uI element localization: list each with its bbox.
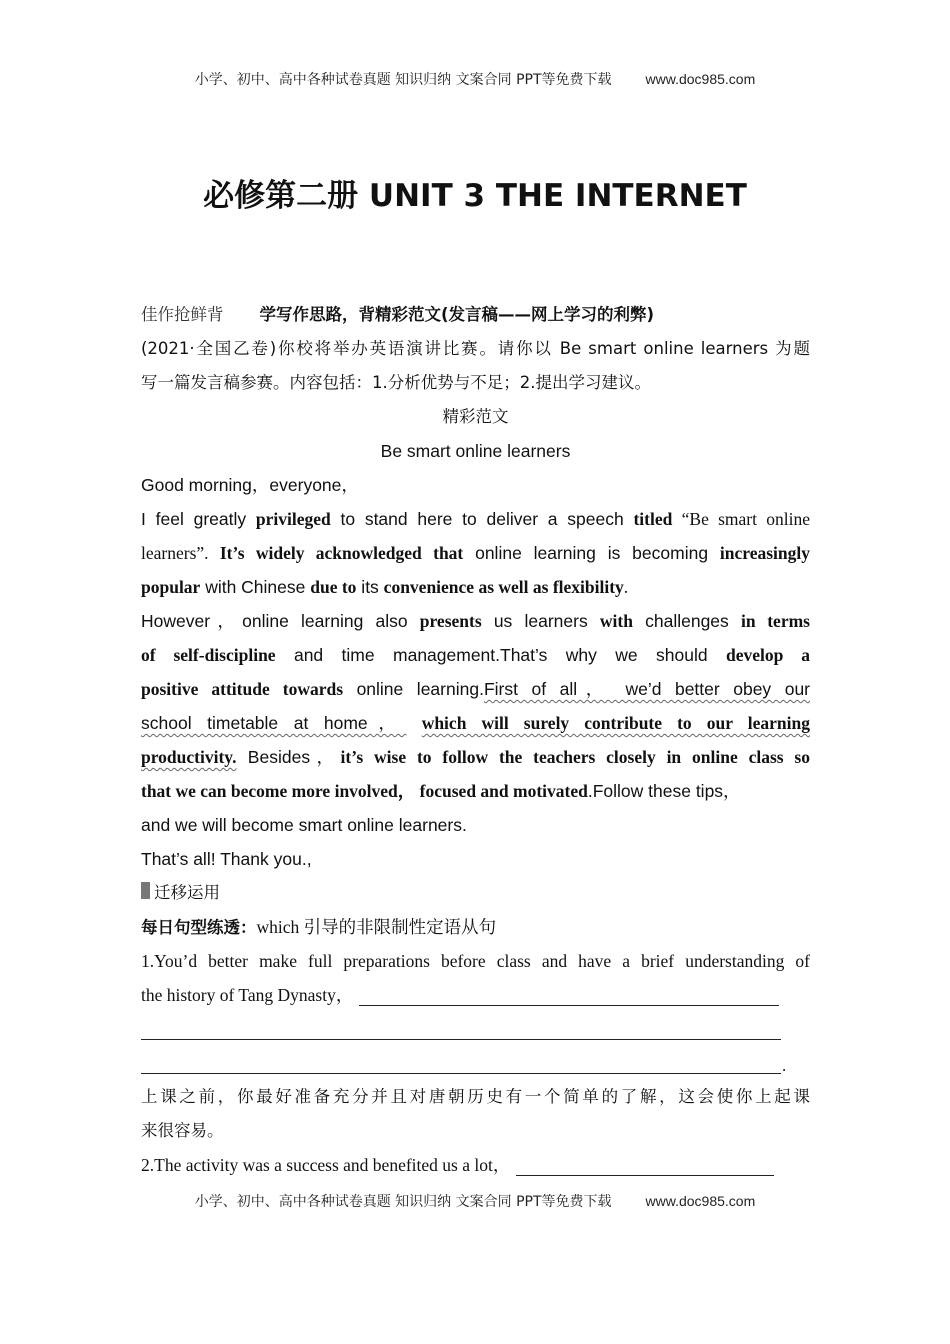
essay-greeting: Good morning，everyone， xyxy=(141,475,359,495)
question-1-line-2: the history of Tang Dynasty， xyxy=(141,978,810,1012)
practice-sub-heading: 每日句型练透：which 引导的非限制性定语从句 xyxy=(141,917,497,937)
page-header xyxy=(0,69,950,89)
section-label: 佳作抢鲜背 xyxy=(141,305,224,324)
practice-heading: 迁移运用 xyxy=(141,876,810,910)
question-1-translation-line-1: 上课之前，你最好准备充分并且对唐朝历史有一个简单的了解，这会使你上起课 xyxy=(141,1087,810,1106)
essay-line: of self-discipline and time management.That’s why we should develop a xyxy=(141,645,810,665)
answer-blank-line[interactable]: . xyxy=(141,1046,810,1080)
essay-closing: That’s all! Thank you., xyxy=(141,849,312,869)
answer-blank[interactable] xyxy=(516,1157,774,1176)
footer-text: 小学、初中、高中各种试卷真题 知识归纳 文案合同 PPT等免费下载 xyxy=(194,1194,612,1210)
section-heading: 学写作思路，背精彩范文(发言稿——网上学习的利弊) xyxy=(259,305,655,324)
task-line-1: (2021·全国乙卷)你校将举办英语演讲比赛。请你以 Be smart online learners 为题 xyxy=(141,339,810,358)
answer-blank[interactable] xyxy=(359,987,779,1006)
essay-line: positive attitude towards online learning.First of all， we’d better obey our xyxy=(141,679,810,699)
essay-line: productivity. Besides，it’s wise to follow the teachers closely in online class so xyxy=(141,747,810,767)
model-essay-label: 精彩范文 xyxy=(442,407,509,426)
essay-line: learners”. It’s widely acknowledged that online learning is becoming increasingly xyxy=(141,543,810,563)
header-text: 小学、初中、高中各种试卷真题 知识归纳 文案合同 PPT等免费下载 xyxy=(194,72,612,88)
question-1-line-1: 1.You’d better make full preparations before class and have a brief understanding of xyxy=(141,951,810,971)
header-site-link[interactable]: www.doc985.com xyxy=(645,71,756,87)
essay-line: popular with Chinese due to its convenience as well as flexibility. xyxy=(141,577,629,597)
main-content xyxy=(141,298,810,1182)
essay-title: Be smart online learners xyxy=(380,441,571,461)
essay-line: school timetable at home， which will surely contribute to our learning xyxy=(141,713,810,733)
essay-line: and we will become smart online learners. xyxy=(141,815,467,835)
essay-line: I feel greatly privileged to stand here to deliver a speech titled “Be smart online xyxy=(141,509,810,529)
footer-site-link[interactable]: www.doc985.com xyxy=(645,1193,756,1209)
essay-line: However，online learning also presents us learners with challenges in terms xyxy=(141,611,810,631)
question-1-translation-line-2: 来很容易。 xyxy=(141,1121,224,1140)
section-marker-icon xyxy=(141,882,150,899)
question-2-line-1: 2.The activity was a success and benefited us a lot， xyxy=(141,1148,810,1182)
page-footer xyxy=(0,1191,950,1211)
answer-blank-line[interactable] xyxy=(141,1012,810,1046)
task-line-2: 写一篇发言稿参赛。内容包括：1.分析优势与不足；2.提出学习建议。 xyxy=(141,373,651,392)
section-heading-line xyxy=(141,298,810,332)
essay-line: that we can become more involved， focused and motivated.Follow these tips， xyxy=(141,781,741,801)
page-title: 必修第二册 UNIT 3 THE INTERNET xyxy=(203,178,747,214)
